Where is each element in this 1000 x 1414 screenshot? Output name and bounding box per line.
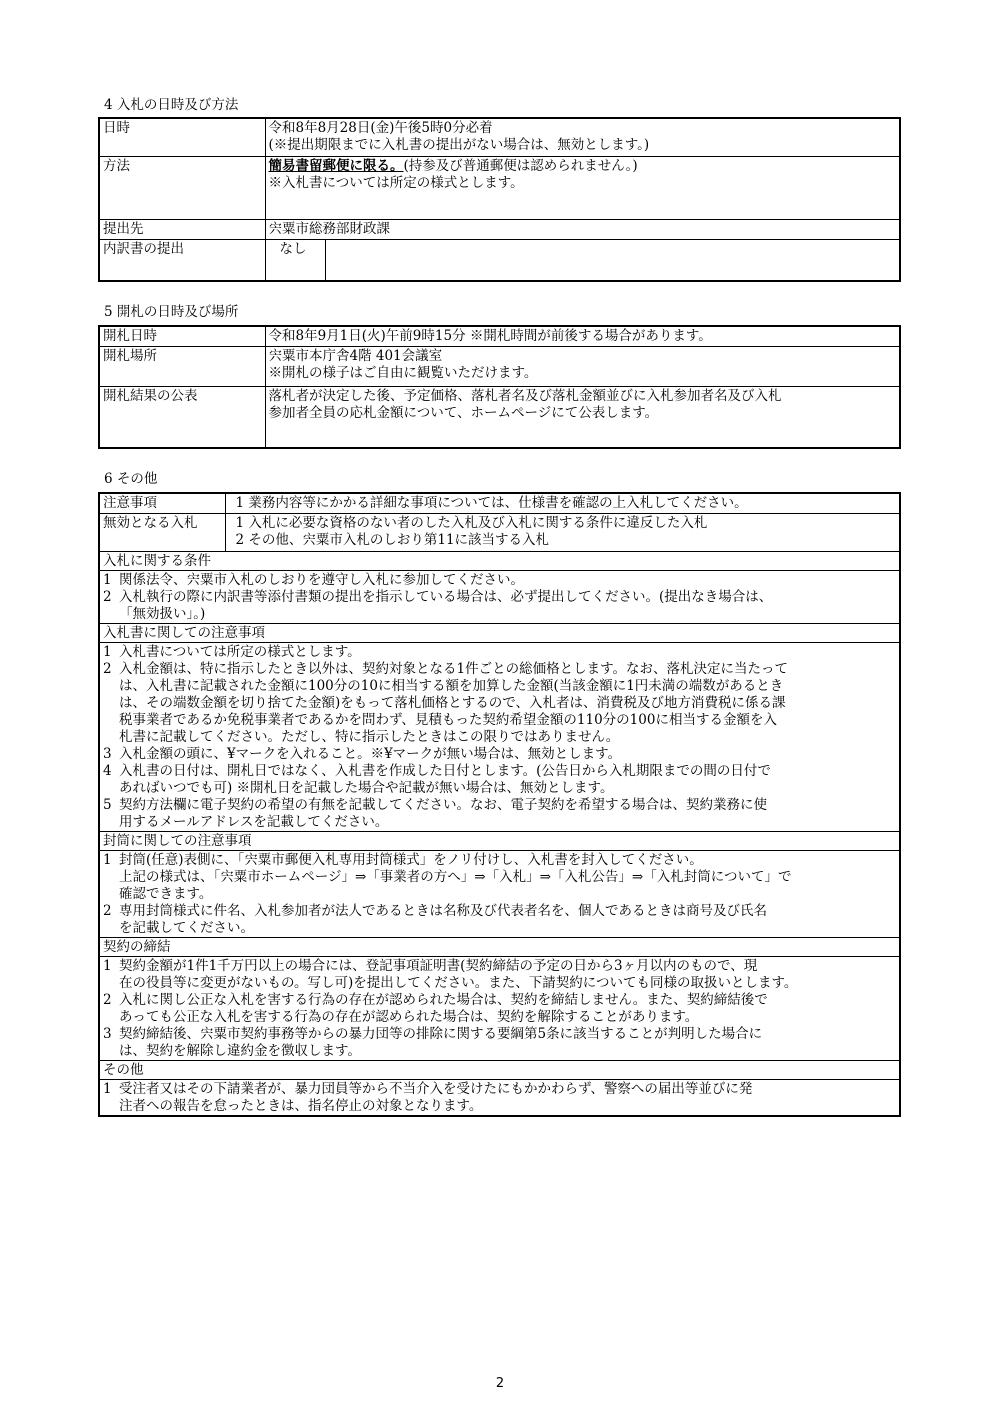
submit-value: 宍粟市総務部財政課 [265,219,900,239]
row-env-header [99,831,900,850]
bid-header: 入札書に関しての注意事項 [99,623,900,642]
row-cond-body [99,570,900,623]
row-contract-body [99,956,900,1060]
row-contract-header [99,937,900,956]
date-label: 日時 [99,118,265,156]
item-number: 2 [103,991,112,1008]
row-invalid [99,513,900,551]
breakdown-label: 内訳書の提出 [99,239,265,281]
numbered-item [103,992,896,1026]
item-number: 2 [103,588,112,605]
section-6-table [98,492,901,1117]
breakdown-value: なし [265,239,325,281]
row-env-body [99,850,900,937]
submit-label: 提出先 [99,219,265,239]
numbered-item [103,746,896,763]
invalid-value [225,513,900,551]
row-bid-header [99,623,900,642]
numbered-item [103,958,896,992]
section-5-title: 5 開札の日時及び場所 [104,304,239,320]
open-place-label: 開札場所 [99,346,265,386]
item-number: 1 [103,851,112,868]
item-text: 受注者又はその下請業者が、暴力団員等から不当介入を受けたにもかかわらず、警察への届出等並びに発 注者への報告を怠ったときは、指名停止の対象となります。 [119,1080,753,1114]
numbered-item [103,644,896,661]
date-line-1: 令和8年8月28日(金)午後5時0分必着 [268,120,493,136]
item-number: 1 [103,643,112,660]
open-date-value: 令和8年9月1日(火)午前9時15分 ※開札時間が前後する場合があります。 [265,326,900,346]
section-5-table [98,325,901,449]
item-text: 契約金額が1件1千万円以上の場合には、登記事項証明書(契約締結の予定の日から3ヶ月以内のもので、現 在の役員等に変更がないもの。写し可)を提出してください。また、下請契約についても同様の取扱いとします。 [119,957,798,991]
invalid-label: 無効となる入札 [99,513,225,551]
notes-value: 1 業務内容等にかかる詳細な事項については、仕様書を確認の上入札してください。 [225,493,900,513]
item-number: 1 [103,571,112,588]
section-4-table [98,117,901,282]
item-text: 専用封筒様式に件名、入札参加者が法人であるときは名称及び代表者名を、個人であるときは商号及び氏名 を記載してください。 [119,902,767,936]
item-text: 入札金額の頭に、¥マークを入れること。※¥マークが無い場合は、無効とします。 [119,745,622,762]
row-breakdown [99,239,900,281]
row-open-place [99,346,900,386]
item-number: 1 [103,957,112,974]
date-value [265,118,900,156]
numbered-item [103,797,896,831]
open-place-line-2: ※開札の様子はご自由に観覧いただけます。 [268,364,538,381]
item-number: 4 [103,762,112,779]
item-number: 3 [103,745,112,762]
date-line-2: (※提出期限までに入札書の提出がない場合は、無効とします。) [268,137,650,153]
item-text: 関係法令、宍粟市入札のしおりを遵守し入札に参加してください。 [119,571,524,588]
numbered-item [103,1081,896,1115]
bid-list [99,642,900,831]
numbered-item [103,763,896,797]
section-6-title: 6 その他 [104,471,158,487]
row-open-result [99,386,900,448]
notes-label: 注意事項 [99,493,225,513]
invalid-item-2: 2 その他、宍粟市入札のしおり第11に該当する入札 [235,531,550,548]
row-notes [99,493,900,513]
breakdown-blank [325,239,900,281]
open-date-label: 開札日時 [99,326,265,346]
item-text: 契約方法欄に電子契約の希望の有無を記載してください。なお、電子契約を希望する場合は、契約業務に使 用するメールアドレスを記載してください。 [119,796,767,830]
contract-header: 契約の締結 [99,937,900,956]
item-text: 入札執行の際に内訳書等添付書類の提出を指示している場合は、必ず提出してください。(提出なき場合は、 「無効扱い」。) [119,588,773,622]
item-number: 1 [103,1080,112,1097]
numbered-item [103,589,896,623]
row-cond-header [99,551,900,570]
env-header: 封筒に関しての注意事項 [99,831,900,850]
open-place-value [265,346,900,386]
row-submit [99,219,900,239]
row-open-date [99,326,900,346]
item-text: 封筒(任意)表側に、「宍粟市郵便入札専用封筒様式」をノリ付けし、入札書を封入してください。 上記の様式は、「宍粟市ホームページ」⇒「事業者の方へ」⇒「入札」⇒「入札公告」⇒「入札封筒について」で 確認できます。 [119,851,792,902]
item-number: 5 [103,796,112,813]
numbered-item [103,661,896,746]
method-value [265,156,900,219]
item-text: 入札書の日付は、開札日ではなく、入札書を作成した日付とします。(公告日から入札期限までの間の日付で あればいつでも可) ※開札日を記載した場合や記載が無い場合は、無効とします。 [119,762,771,796]
cond-header: 入札に関する条件 [99,551,900,570]
page-number: 2 [495,1376,505,1391]
contract-list [99,956,900,1060]
cond-list [99,570,900,623]
open-result-label: 開札結果の公表 [99,386,265,448]
other-header: その他 [99,1060,900,1079]
open-place-line-1: 宍粟市本庁舎4階 401会議室 [268,347,443,364]
item-text: 入札書については所定の様式とします。 [119,643,361,660]
numbered-item [103,572,896,589]
invalid-item-1: 1 入札に必要な資格のない者のした入札及び入札に関する条件に違反した入札 [235,514,708,531]
item-number: 2 [103,902,112,919]
item-text: 入札金額は、特に指示したとき以外は、契約対象となる1件ごとの総価格とします。なお、落札決定に当たって は、入札書に記載された金額に100分の10に相当する額を加算した金額(当該金額に1円未満の端数があるとき は、その端数金額を切り捨てた金額)をもって落札価格とするので、入札者は、消費税及び地方消費税に係る課 税事業者であるか免税事業者であるかを問わず、見積もった契約希望金額の110分の100に相当する金額を入 札書に記載してください。ただし、特に指示したときはこの限りではありません。 [119,660,789,745]
env-list [99,850,900,937]
row-method [99,156,900,219]
item-text: 入札に関し公正な入札を害する行為の存在が認められた場合は、契約を締結しません。また、契約締結後で あっても公正な入札を害する行為の存在が認められた場合は、契約を解除することがあります。 [119,991,768,1025]
section-4-title: 4 入札の日時及び方法 [104,97,239,113]
open-result-line-1: 落札者が決定した後、予定価格、落札者名及び落札金額並びに入札参加者名及び入札 [268,387,782,404]
other-list [99,1079,900,1116]
item-text: 契約締結後、宍粟市契約事務等からの暴力団等の排除に関する要綱第5条に該当することが判明した場合に は、契約を解除し違約金を徴収します。 [119,1025,763,1059]
row-other-header [99,1060,900,1079]
numbered-item [103,852,896,903]
numbered-item [103,1026,896,1060]
method-rest: (持参及び普通郵便は認められません。) [403,157,638,174]
item-number: 2 [103,660,112,677]
method-label: 方法 [99,156,265,219]
row-date [99,118,900,156]
open-result-line-2: 参加者全員の応札金額について、ホームページにて公表します。 [268,404,659,421]
numbered-item [103,903,896,937]
row-other-body [99,1079,900,1116]
method-line-2: ※入札書については所定の様式とします。 [268,174,524,191]
open-result-value [265,386,900,448]
method-underlined: 簡易書留郵便に限る。 [268,157,404,174]
item-number: 3 [103,1025,112,1042]
row-bid-body [99,642,900,831]
